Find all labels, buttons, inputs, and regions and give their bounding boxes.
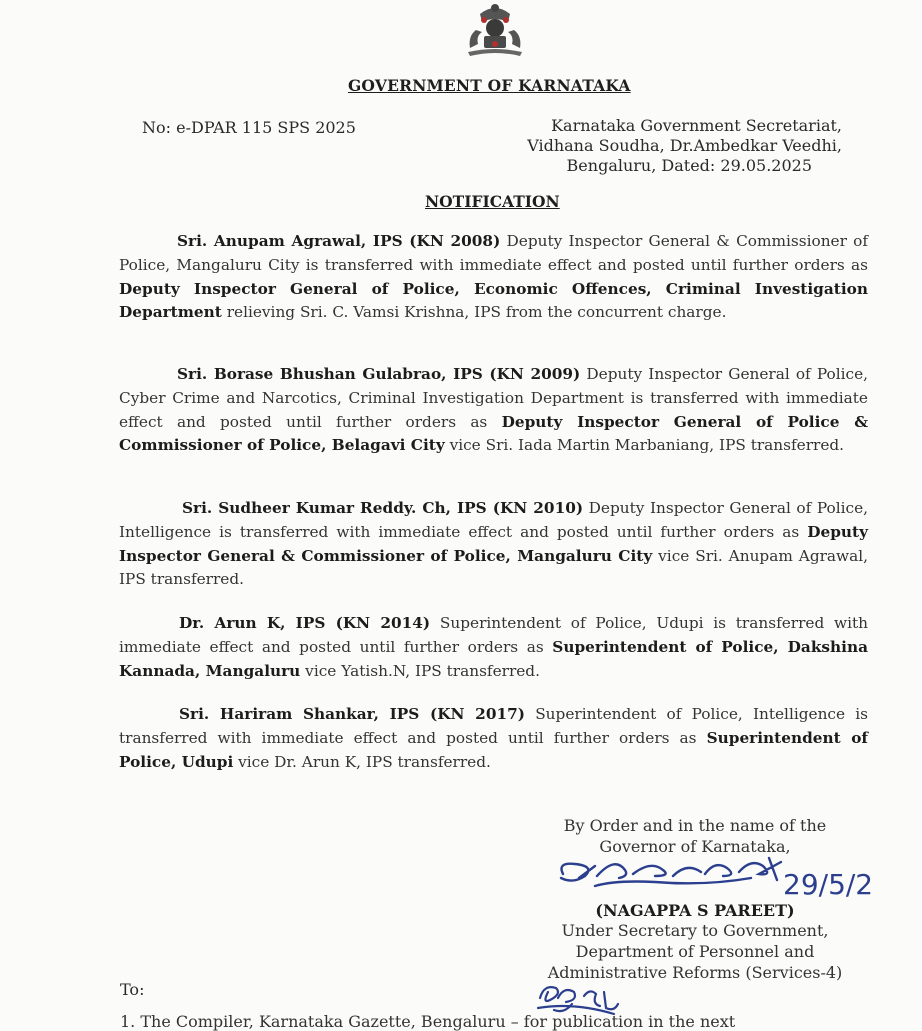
new-posting: Superintendent of Police, Dakshina Kannada, Mangaluru [119, 637, 869, 680]
transfer-paragraph-1 [119, 230, 868, 325]
signatory-name: (NAGAPPA S PAREET) [595, 901, 795, 920]
paragraph-text: Superintendent of Police, Intelligence is transferred with immediate effect and posted until further orders as [119, 705, 869, 747]
issuer-address [462, 116, 842, 176]
transfer-paragraph-5 [119, 703, 868, 774]
new-posting: Superintendent of Police, Udupi [119, 728, 869, 771]
officer-name: Sri. Anupam Agrawal, IPS (KN 2008) [177, 232, 501, 250]
notification-heading: NOTIFICATION [425, 192, 560, 211]
state-emblem-icon [458, 0, 532, 58]
paragraph-text: relieving Sri. C. Vamsi Krishna, IPS from the concurrent charge. [221, 303, 727, 322]
new-posting: Deputy Inspector General of Police & Commissioner of Police, Belagavi City [119, 412, 868, 455]
distribution-item-1: 1. The Compiler, Karnataka Gazette, Bengaluru – for publication in the next [120, 1012, 736, 1031]
transfer-paragraph-3 [119, 497, 868, 592]
paragraph-text: vice Yatish.N, IPS transferred. [300, 661, 540, 680]
paragraph-text: Deputy Inspector General & Commissioner of Police, Mangaluru City is transferred with immediate effect and posted until further orders as [119, 232, 869, 274]
signature-date: 29/5/2 [783, 868, 874, 901]
by-order-text [520, 815, 870, 857]
designation-line-3: Administrative Reforms (Services-4) [547, 963, 843, 982]
to-label: To: [120, 980, 145, 999]
transfer-paragraph-4 [119, 612, 868, 683]
address-line-2: Vidhana Soudha, Dr.Ambedkar Veedhi, [527, 136, 842, 155]
officer-name: Sri. Borase Bhushan Gulabrao, IPS (KN 2009) [177, 365, 581, 383]
designation-line-2: Department of Personnel and [575, 942, 815, 961]
by-order-line-2: Governor of Karnataka, [599, 837, 791, 856]
address-line-3: Bengaluru, Dated: 29.05.2025 [566, 156, 812, 175]
paragraph-text: vice Sri. Anupam Agrawal, IPS transferred. [119, 546, 869, 589]
paragraph-text: vice Sri. Iada Martin Marbaniang, IPS transferred. [444, 436, 845, 455]
address-line-1: Karnataka Government Secretariat, [551, 116, 842, 135]
new-posting: Deputy Inspector General & Commissioner of Police, Mangaluru City [119, 522, 868, 565]
paragraph-text: Deputy Inspector General of Police, Intelligence is transferred with immediate effect and posted until further orders as [119, 499, 868, 541]
reference-number: No: e-DPAR 115 SPS 2025 [142, 118, 356, 137]
transfer-paragraph-2 [119, 363, 868, 458]
paragraph-text: Superintendent of Police, Udupi is transferred with immediate effect and posted until further orders as [119, 614, 868, 656]
officer-name: Dr. Arun K, IPS (KN 2014) [179, 614, 431, 632]
by-order-line-1: By Order and in the name of the [563, 816, 827, 835]
paragraph-text: vice Dr. Arun K, IPS transferred. [233, 752, 491, 771]
designation-line-1: Under Secretary to Government, [561, 921, 829, 940]
officer-name: Sri. Sudheer Kumar Reddy. Ch, IPS (KN 2010) [182, 499, 584, 517]
officer-name: Sri. Hariram Shankar, IPS (KN 2017) [179, 705, 525, 723]
signatory-designation [520, 920, 870, 983]
new-posting: Deputy Inspector General of Police, Economic Offences, Criminal Investigation Department [119, 279, 868, 322]
document-title: GOVERNMENT OF KARNATAKA [348, 76, 631, 95]
paragraph-text: Deputy Inspector General of Police, Cyber Crime and Narcotics, Criminal Investigation Department is transferred with immediate effect and posted until further orders as [119, 365, 868, 431]
